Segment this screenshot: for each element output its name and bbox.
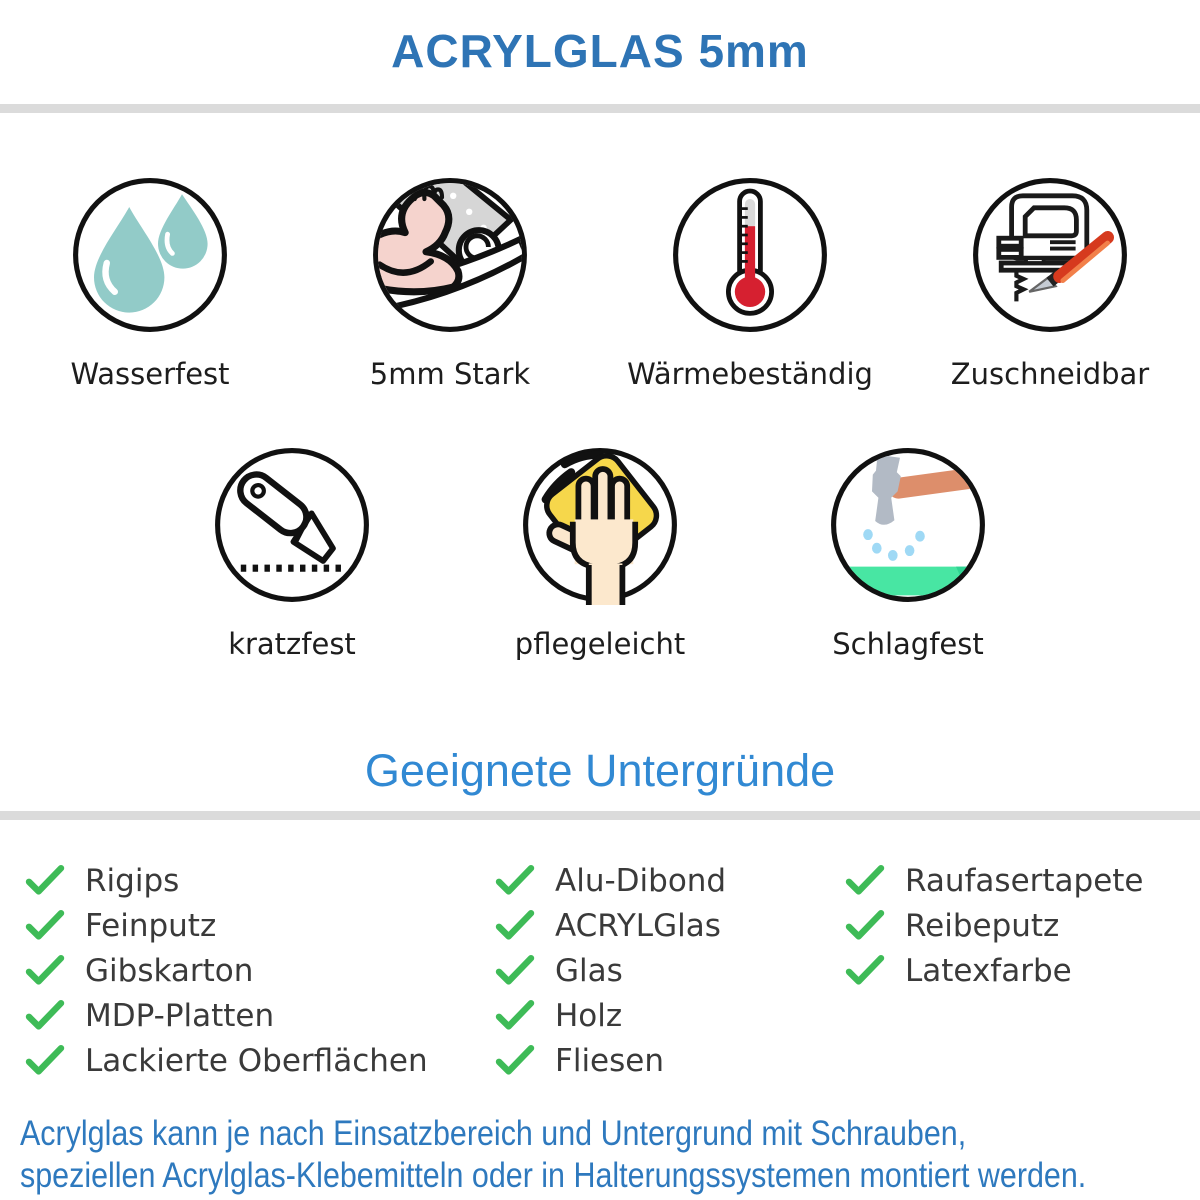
substrates-column-1: [25, 858, 495, 1083]
substrate-label: Lackierte Oberflächen: [85, 1042, 428, 1079]
thermometer-icon: [670, 175, 830, 335]
cleaning-hand-icon: [520, 445, 680, 605]
strong-arm-sheet-icon: [370, 175, 530, 335]
substrate-label: Latexfarbe: [905, 952, 1072, 989]
divider-substrates: [0, 811, 1200, 820]
feature-wasserfest: [0, 175, 300, 391]
list-item: [495, 948, 835, 993]
check-icon: [495, 955, 535, 987]
feature-pflegeleicht: [446, 445, 754, 661]
substrates-column-3: [835, 858, 1144, 1083]
check-icon: [25, 910, 65, 942]
substrate-label: ACRYLGlas: [555, 907, 721, 944]
list-item: [495, 903, 835, 948]
water-drops-icon: [70, 175, 230, 335]
list-item: [845, 903, 1144, 948]
substrates-column-2: [495, 858, 835, 1083]
feature-label: Zuschneidbar: [950, 357, 1150, 391]
feature-zuschneidbar: [900, 175, 1200, 391]
substrate-label: Feinputz: [85, 907, 217, 944]
check-icon: [845, 955, 885, 987]
substrates-heading: Geeignete Untergründe: [364, 745, 836, 796]
feature-label: Schlagfest: [832, 627, 984, 661]
feature-label: Wärmebeständig: [627, 357, 873, 391]
feature-waermebestaendig: [600, 175, 900, 391]
check-icon: [25, 1000, 65, 1032]
list-item: [25, 903, 495, 948]
feature-kratzfest: [138, 445, 446, 661]
substrate-label: Glas: [555, 952, 623, 989]
substrate-label: Reibeputz: [905, 907, 1060, 944]
substrate-label: Holz: [555, 997, 623, 1034]
mounting-note-line-2: speziellen Acrylglas-Klebemitteln oder in Halterungssystemen montiert werden.: [20, 1156, 1087, 1195]
list-item: [25, 993, 495, 1038]
check-icon: [495, 1000, 535, 1032]
check-icon: [495, 1045, 535, 1077]
list-item: [495, 858, 835, 903]
utility-knife-icon: [212, 445, 372, 605]
hammer-impact-icon: [828, 445, 988, 605]
substrate-label: Rigips: [85, 862, 180, 899]
check-icon: [845, 865, 885, 897]
check-icon: [845, 910, 885, 942]
feature-label: 5mm Stark: [369, 357, 531, 391]
feature-label: Wasserfest: [70, 357, 230, 391]
list-item: [25, 1038, 495, 1083]
substrate-label: MDP-Platten: [85, 997, 275, 1034]
feature-5mm-stark: [300, 175, 600, 391]
list-item: [495, 1038, 835, 1083]
list-item: [25, 858, 495, 903]
jigsaw-knife-icon: [970, 175, 1130, 335]
check-icon: [495, 865, 535, 897]
substrate-label: Gibskarton: [85, 952, 254, 989]
feature-row-1: [0, 175, 1200, 391]
check-icon: [495, 910, 535, 942]
list-item: [25, 948, 495, 993]
divider-top: [0, 104, 1200, 113]
list-item: [495, 993, 835, 1038]
feature-label: kratzfest: [228, 627, 356, 661]
check-icon: [25, 865, 65, 897]
page-title: ACRYLGLAS 5mm: [391, 25, 809, 77]
feature-schlagfest: [754, 445, 1062, 661]
check-icon: [25, 1045, 65, 1077]
substrate-label: Fliesen: [555, 1042, 664, 1079]
list-item: [845, 858, 1144, 903]
feature-label: pflegeleicht: [514, 627, 686, 661]
mounting-note: [20, 1113, 1200, 1197]
feature-row-2: [0, 445, 1200, 661]
substrate-label: Raufasertapete: [905, 862, 1144, 899]
check-icon: [25, 955, 65, 987]
substrates-list: [0, 858, 1200, 1083]
mounting-note-line-1: Acrylglas kann je nach Einsatzbereich und Untergrund mit Schrauben,: [20, 1114, 967, 1153]
substrate-label: Alu-Dibond: [555, 862, 727, 899]
list-item: [845, 948, 1144, 993]
